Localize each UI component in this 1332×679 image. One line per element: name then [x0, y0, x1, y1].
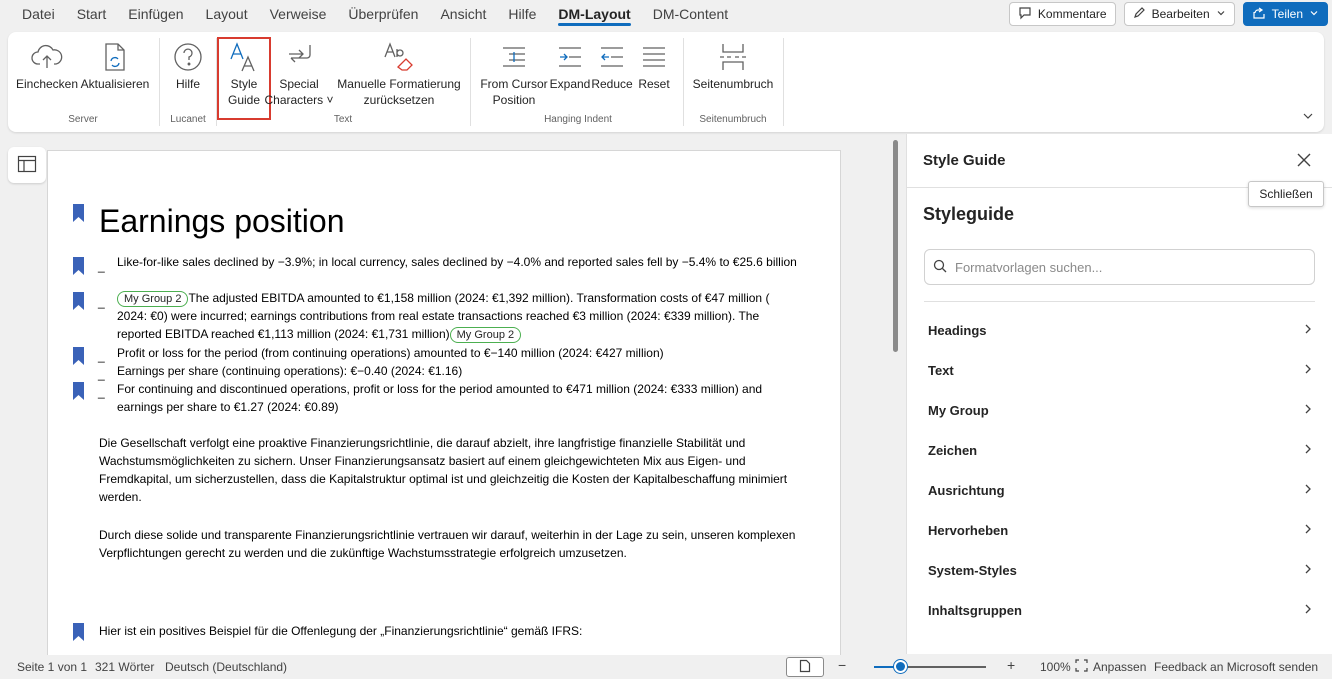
ribbon-collapse-icon[interactable] — [1302, 110, 1314, 125]
page-icon — [799, 659, 811, 676]
pane-close-button[interactable] — [1293, 150, 1315, 172]
style-category-ausrichtung[interactable] — [928, 470, 1313, 510]
bullet-paragraph-3: Profit or loss for the period (from continuing operations) amounted to €−140 million (2024: €427 million) — [117, 346, 664, 360]
manual-label-1: Manuelle Formatierung — [337, 77, 461, 91]
group-label-page-break: Seitenumbruch — [699, 114, 767, 125]
menu-ueberpruefen[interactable]: Überprüfen — [348, 6, 419, 22]
bookmark-icon[interactable] — [73, 257, 84, 275]
style-category-zeichen[interactable] — [928, 430, 1313, 470]
chevron-right-icon — [1303, 483, 1313, 498]
word-count[interactable]: 321 Wörter — [95, 660, 155, 674]
menu-dm-layout[interactable]: DM-Layout — [547, 0, 641, 28]
bullet-marker: _ — [98, 349, 105, 363]
share-button[interactable] — [1243, 2, 1328, 26]
style-guide-label-1: Style — [230, 77, 258, 91]
comments-button[interactable] — [1009, 2, 1116, 26]
language-indicator[interactable]: Deutsch (Deutschland) — [165, 660, 288, 674]
group-separator — [783, 38, 784, 126]
style-category-inhaltsgruppen[interactable] — [928, 590, 1313, 630]
content-group-tag-end[interactable]: My Group 2 — [450, 327, 521, 343]
checkin-label: Einchecken — [15, 77, 79, 91]
refresh-label: Aktualisieren — [80, 77, 150, 91]
chevron-down-icon — [1216, 7, 1226, 21]
edit-mode-button[interactable] — [1124, 2, 1235, 26]
bullet-paragraph-5: For continuing and discontinued operations, profit or loss for the period amounted to €471 million (2024: €333 million) and earnings per share to €1.27 (2024: €0.89) — [117, 382, 763, 414]
group-label-lucanet: Lucanet — [170, 114, 206, 125]
menu-einfuegen[interactable]: Einfügen — [128, 6, 184, 22]
page-break-icon — [715, 38, 751, 76]
fit-icon — [1075, 659, 1088, 675]
chevron-down-icon — [1309, 7, 1319, 21]
close-icon — [1296, 152, 1312, 171]
style-category-label: Zeichen — [928, 442, 978, 458]
reset-label: Reset — [638, 77, 670, 91]
style-category-label: System-Styles — [928, 562, 1017, 578]
style-category-label: My Group — [928, 402, 989, 418]
comments-label: Kommentare — [1037, 7, 1107, 21]
list-divider — [924, 301, 1315, 302]
style-category-label: Ausrichtung — [928, 482, 1005, 498]
bullet-marker: _ — [98, 295, 105, 309]
style-guide-highlight — [217, 37, 271, 120]
chevron-right-icon — [1303, 363, 1313, 378]
group-label-text: Text — [333, 114, 353, 125]
indent-reduce-icon — [594, 38, 630, 76]
zoom-slider-thumb[interactable] — [894, 660, 907, 673]
menu-hilfe[interactable]: Hilfe — [508, 6, 537, 22]
page-break-button[interactable] — [692, 38, 774, 92]
style-category-label: Text — [928, 362, 954, 378]
menu-layout[interactable]: Layout — [205, 6, 248, 22]
group-separator — [159, 38, 160, 126]
indent-cursor-icon — [496, 38, 532, 76]
style-category-label: Headings — [928, 322, 987, 338]
from-cursor-label-2: Position — [492, 93, 536, 107]
bullet-paragraph-1: Like-for-like sales declined by −3.9%; in local currency, sales declined by −4.0% and reported sales fell by −5.4% to €25.6 billion — [117, 255, 797, 269]
manual-label-2: zurücksetzen — [363, 93, 435, 107]
zoom-in-icon[interactable]: + — [1007, 657, 1016, 673]
menu-start[interactable]: Start — [76, 6, 107, 22]
indent-expand-icon — [552, 38, 588, 76]
help-label: Hilfe — [175, 77, 200, 91]
menu-ansicht[interactable]: Ansicht — [440, 6, 487, 22]
reduce-indent-button[interactable] — [592, 38, 632, 92]
pane-header-title: Style Guide — [923, 152, 1006, 169]
share-icon — [1252, 6, 1266, 23]
from-cursor-label-1: From Cursor — [480, 77, 548, 91]
group-label-server: Server — [68, 114, 98, 125]
checkin-button[interactable] — [15, 38, 79, 92]
group-label-hanging-indent: Hanging Indent — [544, 114, 612, 125]
style-guide-pane — [906, 134, 1332, 654]
menu-datei[interactable]: Datei — [22, 6, 55, 22]
body-paragraph-3: Hier ist ein positives Beispiel für die Offenlegung der „Finanzierungsrichtlinie“ gemäß IFRS: — [99, 624, 583, 638]
bullet-marker: _ — [98, 259, 105, 273]
style-guide-label-2: Guide — [227, 93, 261, 107]
question-circle-icon — [170, 38, 206, 76]
comment-icon — [1018, 6, 1032, 23]
styleguide-title: Styleguide — [923, 204, 1015, 224]
expand-label: Expand — [549, 77, 591, 91]
chevron-right-icon — [1303, 403, 1313, 418]
menu-dm-content[interactable]: DM-Content — [652, 6, 729, 22]
content-group-tag-start[interactable]: My Group 2 — [117, 291, 188, 307]
chevron-right-icon — [1303, 523, 1313, 538]
style-search-box — [924, 249, 1315, 285]
expand-indent-button[interactable] — [550, 38, 590, 92]
from-cursor-position-button[interactable] — [478, 38, 550, 108]
group-separator — [683, 38, 684, 126]
special-characters-button[interactable] — [264, 38, 334, 108]
special-chars-dropdown[interactable]: Characters ˅ — [264, 93, 334, 107]
style-search-input[interactable] — [955, 260, 1295, 275]
style-category-my-group[interactable] — [928, 390, 1313, 430]
body-paragraph-2: Durch diese solide und transparente Finanzierungsrichtlinie vertrauen wir darauf, weiterhin in der Lage zu sein, unseren komplexen Verpflichtungen gerecht zu werden und die zukünftige Wachstumsstrategie erfolgreich umzusetzen. — [99, 528, 796, 560]
search-icon — [933, 259, 947, 276]
bullet-paragraph-4: Earnings per share (continuing operations): €−0.40 (2024: €1.16) — [117, 364, 463, 378]
reset-indent-button[interactable] — [634, 38, 674, 92]
bullet-paragraph-2 — [117, 289, 797, 343]
pencil-icon — [1133, 6, 1146, 22]
cloud-upload-icon — [29, 38, 65, 76]
status-bar — [0, 655, 1332, 679]
style-category-system-styles[interactable] — [928, 550, 1313, 590]
document-page[interactable] — [47, 150, 841, 660]
reduce-label: Reduce — [591, 77, 633, 91]
bookmark-icon[interactable] — [73, 347, 84, 365]
bookmark-icon[interactable] — [73, 292, 84, 310]
clear-formatting-button[interactable] — [336, 38, 462, 108]
bookmark-icon[interactable] — [73, 204, 84, 222]
chevron-right-icon — [1303, 443, 1313, 458]
document-scrollbar[interactable] — [893, 140, 898, 352]
navigation-pane-button[interactable] — [8, 147, 46, 183]
close-tooltip: Schließen — [1248, 181, 1324, 207]
page-break-label: Seitenumbruch — [692, 77, 774, 91]
feedback-link[interactable]: Feedback an Microsoft senden — [1154, 660, 1319, 674]
menu-verweise[interactable]: Verweise — [269, 6, 327, 22]
body-paragraph-1: Die Gesellschaft verfolgt eine proaktive Finanzierungsrichtlinie, die darauf abzielt, ihre langfristige finanzielle Stabilität und Wachstumsmöglichkeiten zu sichern. Unser Finanzierungsansatz basiert auf einem gleichgewichteten Mix aus Eigen- und Fremdkapital, um sicherzustellen, dass die Kapitalstruktur optimal ist und gleichzeitig die Kosten der Kapitalbeschaffung minimiert werden. — [99, 436, 788, 504]
share-label: Teilen — [1271, 7, 1303, 21]
bullet-2-text: The adjusted EBITDA amounted to €1,158 million (2024: €1,392 million). Transformation costs of €47 million ( 2024: €0) were incurred; earnings contributions from real estate transactions reached €3 million (2024: €339 million). The reported EBITDA reached €1,113 million (2024: €1,731 million) — [117, 291, 770, 341]
eraser-letters-icon — [381, 38, 417, 76]
fit-button[interactable]: Anpassen — [1093, 660, 1147, 674]
document-refresh-icon — [97, 38, 133, 76]
special-characters-icon — [281, 38, 317, 76]
zoom-out-icon[interactable]: − — [838, 657, 847, 673]
chevron-right-icon — [1303, 603, 1313, 618]
print-layout-view-button[interactable] — [786, 657, 824, 677]
zoom-level[interactable]: 100% — [1040, 660, 1071, 674]
special-label-2: Characters — [264, 93, 324, 107]
refresh-button[interactable] — [80, 38, 150, 92]
style-category-label: Hervorheben — [928, 522, 1009, 538]
style-category-hervorheben[interactable] — [928, 510, 1313, 550]
bookmark-icon[interactable] — [73, 623, 84, 641]
ribbon — [8, 32, 1324, 132]
bullet-marker: _ — [98, 385, 105, 399]
special-label-1: Special — [279, 77, 319, 91]
bookmark-icon[interactable] — [73, 382, 84, 400]
lines-reset-icon — [636, 38, 672, 76]
chevron-right-icon — [1303, 323, 1313, 338]
edit-label: Bearbeiten — [1151, 7, 1210, 21]
menu-bar — [0, 0, 1332, 28]
top-actions — [1009, 2, 1328, 26]
help-button[interactable] — [168, 38, 208, 92]
chevron-right-icon — [1303, 563, 1313, 578]
style-category-headings[interactable] — [928, 310, 1313, 350]
document-heading: Earnings position — [99, 203, 345, 239]
sidebar-layout-icon — [17, 155, 37, 176]
page-count[interactable]: Seite 1 von 1 — [17, 660, 88, 674]
style-category-text[interactable] — [928, 350, 1313, 390]
group-separator — [470, 38, 471, 126]
style-category-label: Inhaltsgruppen — [928, 602, 1022, 618]
bullet-marker: _ — [98, 367, 105, 381]
